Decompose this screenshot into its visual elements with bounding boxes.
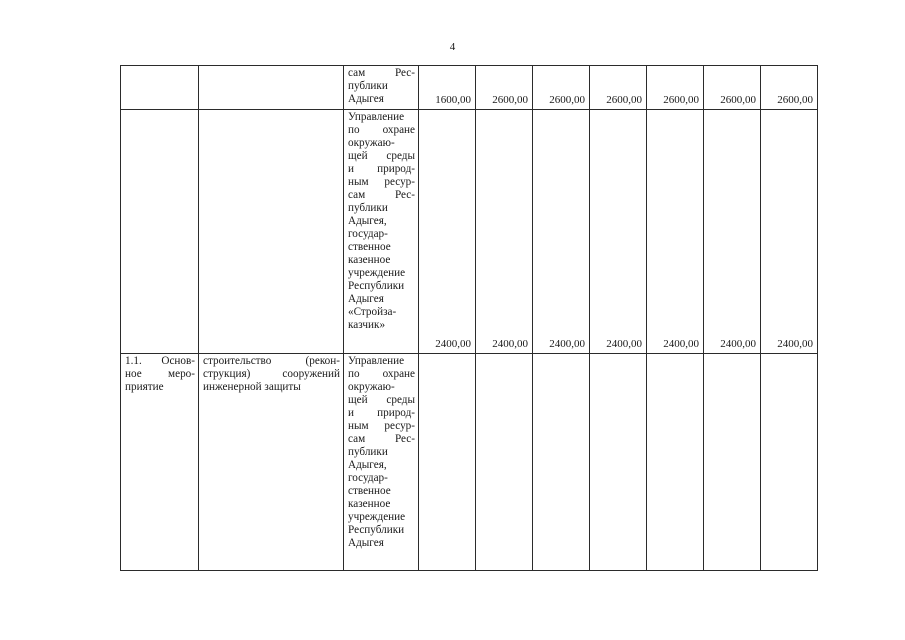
- executor-text: [344, 66, 418, 107]
- value-cell-empty: [533, 354, 590, 571]
- text-line: Адыгея: [348, 537, 384, 549]
- text-line: щей среды: [348, 150, 415, 162]
- cell-executor: [344, 354, 419, 571]
- text-line: окружаю-: [348, 381, 395, 393]
- text-line: Республики: [348, 524, 405, 536]
- value-cell-empty: [476, 354, 533, 571]
- value-cell: 2400,00: [761, 110, 818, 354]
- text-line: окружаю-: [348, 137, 395, 149]
- cell-name: [199, 354, 344, 571]
- cell-name-empty: [199, 110, 344, 354]
- value-cell: 2400,00: [476, 110, 533, 354]
- text-line: публики: [348, 80, 388, 92]
- value-cell: 2600,00: [704, 66, 761, 110]
- page-number: 4: [449, 41, 456, 53]
- value-cell-empty: [647, 354, 704, 571]
- budget-table-container: [120, 65, 818, 571]
- text-line: по охране: [348, 124, 415, 136]
- cell-number-empty: [121, 110, 199, 354]
- value-cell: 2600,00: [533, 66, 590, 110]
- text-line: казенное: [348, 498, 391, 510]
- cell-executor: [344, 110, 419, 354]
- value-cell: 2400,00: [704, 110, 761, 354]
- text-line: казчик»: [348, 319, 386, 331]
- value-cell-empty: [761, 354, 818, 571]
- text-line: учреждение: [348, 267, 406, 279]
- table-row-middle: [121, 110, 818, 354]
- text-line: Республики: [348, 280, 405, 292]
- cell-executor: [344, 66, 419, 110]
- text-line: по охране: [348, 368, 415, 380]
- executor-text: [344, 110, 418, 333]
- text-line: государ-: [348, 228, 388, 240]
- text-line: учреждение: [348, 511, 406, 523]
- text-line: инженерной защиты: [203, 381, 301, 393]
- cell-number-empty: [121, 66, 199, 110]
- value-cell: 2400,00: [419, 110, 476, 354]
- text-line: строительство (рекон-: [203, 355, 340, 367]
- value-cell: 2600,00: [476, 66, 533, 110]
- measure-name-text: [199, 354, 343, 395]
- value-cell: 2600,00: [761, 66, 818, 110]
- text-line: ное меро-: [125, 368, 195, 380]
- table-row-bottom: [121, 354, 818, 571]
- text-line: сам Рес-: [348, 189, 415, 201]
- text-line: государ-: [348, 472, 388, 484]
- cell-number: [121, 354, 199, 571]
- value-cell-empty: [419, 354, 476, 571]
- text-line: струкция) сооружений: [203, 368, 340, 380]
- text-line: приятие: [125, 381, 164, 393]
- budget-table: [120, 65, 818, 571]
- text-line: Управление: [348, 111, 405, 123]
- text-line: ственное: [348, 241, 391, 253]
- value-cell-empty: [590, 354, 647, 571]
- value-cell-empty: [704, 354, 761, 571]
- table-row-top: [121, 66, 818, 110]
- text-line: Адыгея: [348, 93, 384, 105]
- value-cell: 2400,00: [533, 110, 590, 354]
- text-line: сам Рес-: [348, 433, 415, 445]
- text-line: Адыгея,: [348, 459, 387, 471]
- text-line: 1.1. Основ-: [125, 355, 195, 367]
- text-line: «Стройза-: [348, 306, 397, 318]
- text-line: казенное: [348, 254, 391, 266]
- value-cell: 2600,00: [647, 66, 704, 110]
- text-line: и природ-: [348, 407, 415, 419]
- value-cell: 2600,00: [590, 66, 647, 110]
- value-cell: 2400,00: [647, 110, 704, 354]
- text-line: публики: [348, 202, 388, 214]
- value-cell: 2400,00: [590, 110, 647, 354]
- executor-text: [344, 354, 418, 551]
- text-line: ственное: [348, 485, 391, 497]
- text-line: публики: [348, 446, 388, 458]
- text-line: Адыгея: [348, 293, 384, 305]
- measure-number-text: [121, 354, 198, 395]
- text-line: ным ресур-: [348, 176, 415, 188]
- text-line: Адыгея,: [348, 215, 387, 227]
- cell-name-empty: [199, 66, 344, 110]
- text-line: Управление: [348, 355, 405, 367]
- text-line: щей среды: [348, 394, 415, 406]
- text-line: и природ-: [348, 163, 415, 175]
- value-cell: 1600,00: [419, 66, 476, 110]
- text-line: ным ресур-: [348, 420, 415, 432]
- text-line: сам Рес-: [348, 67, 415, 79]
